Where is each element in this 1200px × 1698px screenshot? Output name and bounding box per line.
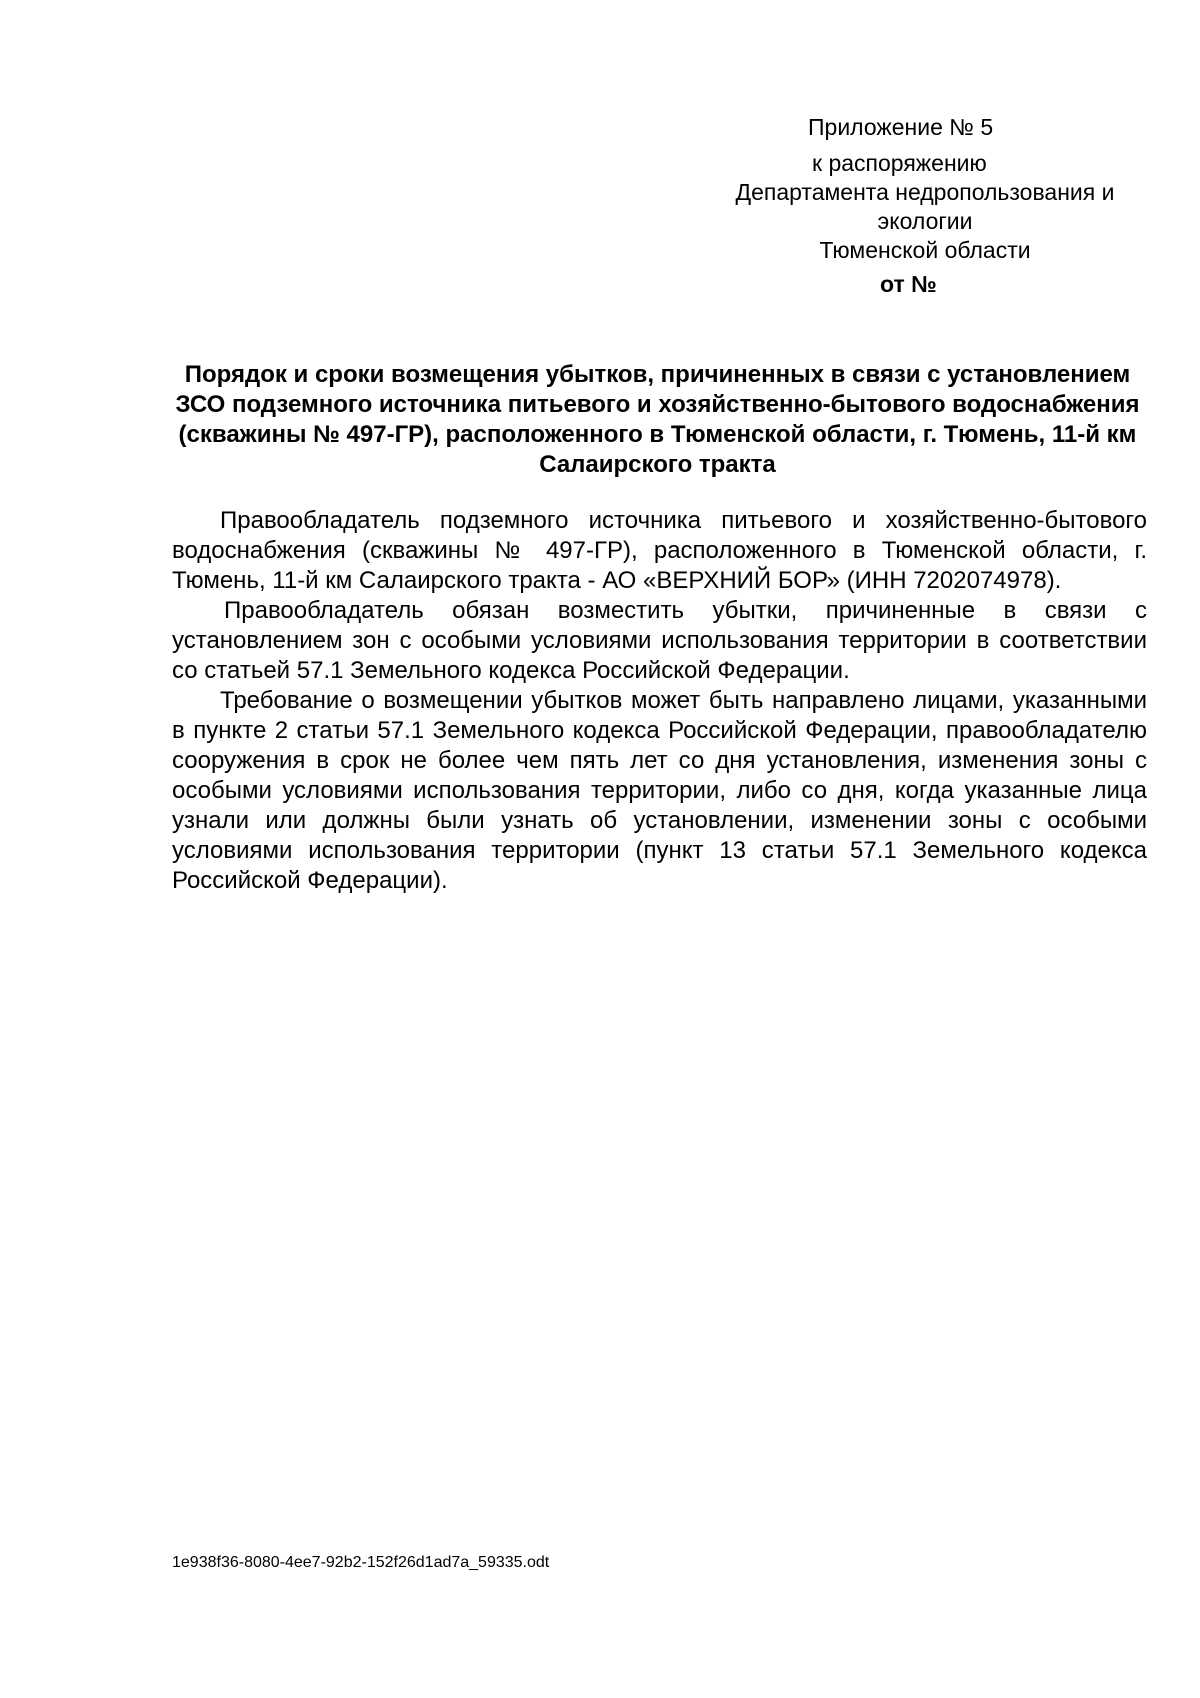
appendix-line-order: к распоряжению: [812, 150, 987, 176]
document-title: Порядок и сроки возмещения убытков, причиненных в связи с установлением ЗСО подземного источника питьевого и хозяйственно-бытового водоснабжения (скважины № 497-ГР), расположенного в Тюменской области, г. Тюмень, 11-й км Салаирского тракта: [175, 361, 1140, 478]
appendix-header: [700, 113, 1150, 299]
appendix-line-department: Департамента недропользования и: [735, 179, 1115, 205]
appendix-date-number: от №: [880, 271, 937, 297]
appendix-number: Приложение № 5: [808, 114, 994, 140]
footer-filename: 1e938f36-8080-4ee7-92b2-152f26d1ad7a_59335.odt: [172, 1554, 550, 1571]
paragraph-rightholder: Правообладатель подземного источника питьевого и хозяйственно-бытового водоснабжения (скважины № 497-ГР), расположенного в Тюменской области, г. Тюмень, 11-й км Салаирского тракта - АО «ВЕРХНИЙ БОР» (ИНН 7202074978).: [172, 507, 1147, 594]
appendix-line-ecology: экологии: [877, 208, 973, 234]
appendix-line-region: Тюменской области: [819, 237, 1031, 263]
document-body: [172, 506, 1147, 896]
paragraph-obligation: Правообладатель обязан возместить убытки, причиненные в связи с установлением зон с особыми условиями использования территории в соответствии со статьей 57.1 Земельного кодекса Российской Федерации.: [172, 597, 1147, 684]
paragraph-claim: Требование о возмещении убытков может быть направлено лицами, указанными в пункте 2 статьи 57.1 Земельного кодекса Российской Федерации, правообладателю сооружения в срок не более чем пять лет со дня установления, изменения зоны с особыми условиями использования территории, либо со дня, когда указанные лица узнали или должны были узнать об установлении, изменении зоны с особыми условиями использования территории (пункт 13 статьи 57.1 Земельного кодекса Российской Федерации).: [172, 687, 1147, 894]
